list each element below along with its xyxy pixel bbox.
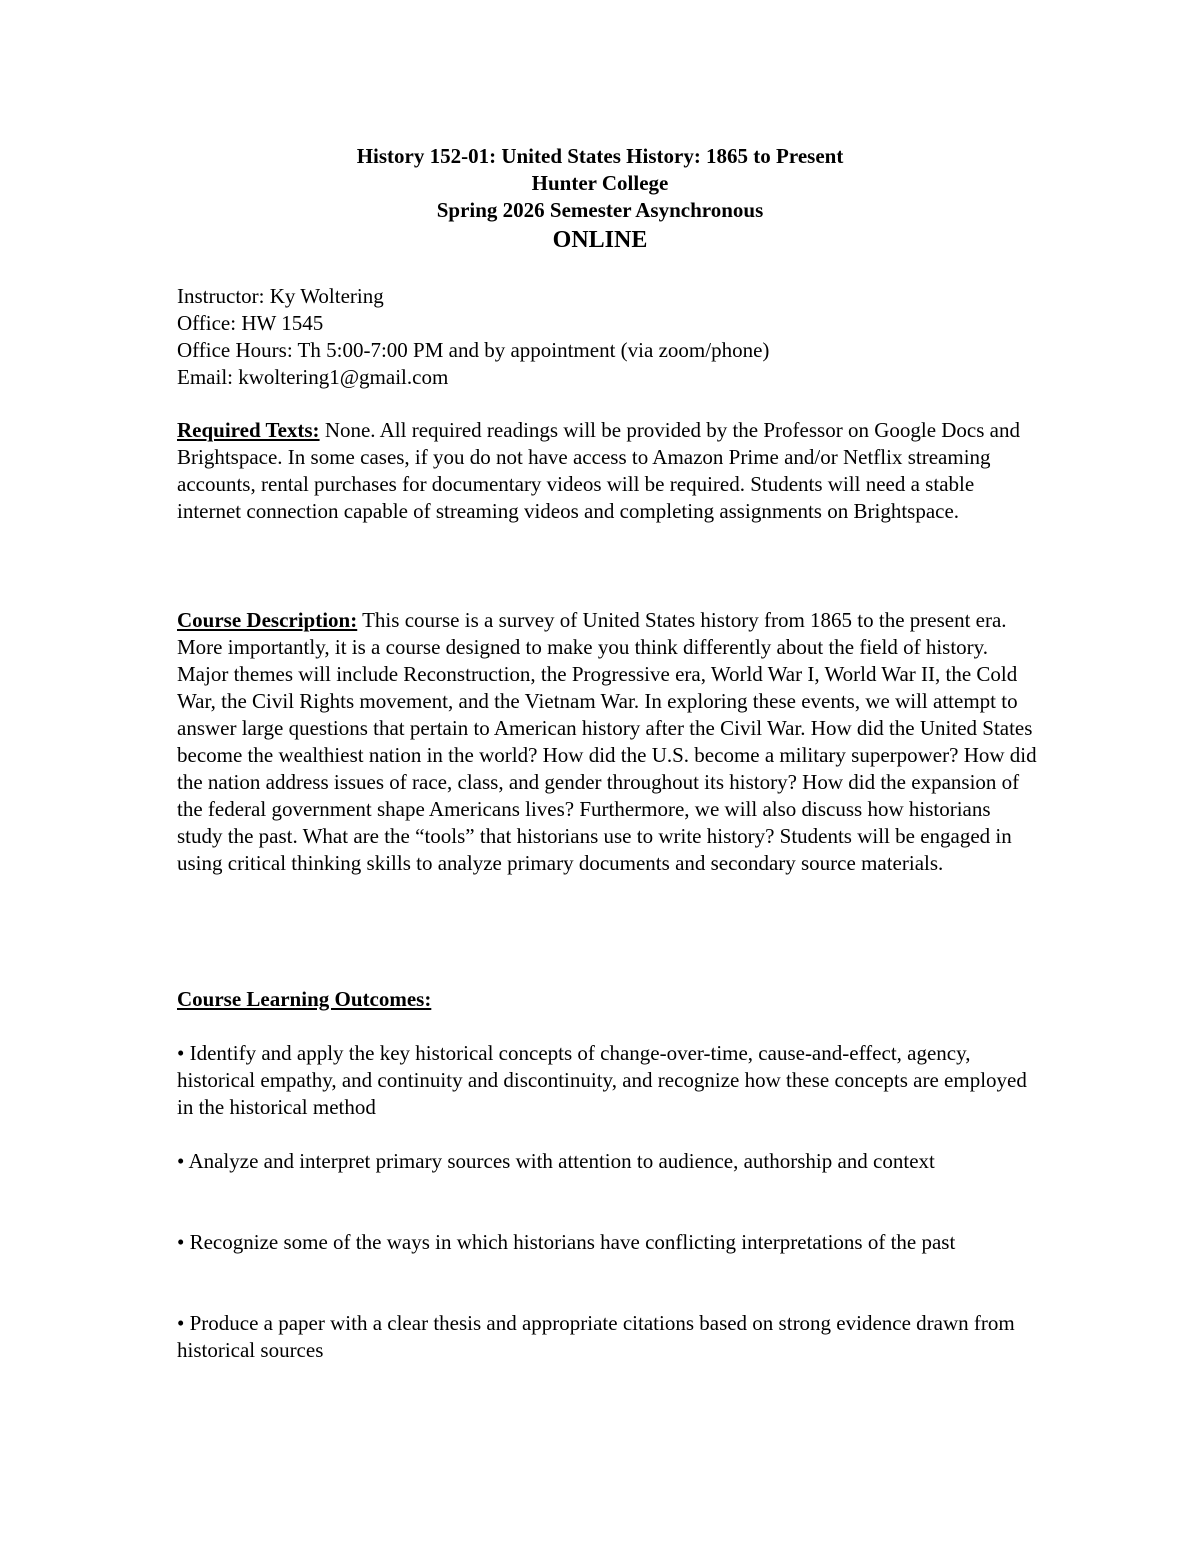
syllabus-header: [0, 143, 1200, 256]
course-description-section: [177, 607, 1037, 877]
required-texts-paragraph: [177, 417, 1037, 525]
required-texts-label: Required Texts:: [177, 418, 320, 442]
learning-outcome-text: • Produce a paper with a clear thesis and appropriate citations based on strong evidence drawn from historical sources: [177, 1311, 1015, 1362]
learning-outcome-item: [177, 1229, 1037, 1256]
learning-outcome-text: • Recognize some of the ways in which historians have conflicting interpretations of the past: [177, 1230, 956, 1254]
learning-outcomes-heading: Course Learning Outcomes:: [177, 987, 432, 1011]
semester-line: Spring 2026 Semester Asynchronous: [436, 198, 764, 222]
course-description-body: This course is a survey of United States history from 1865 to the present era. More importantly, it is a course designed to make you think differently about the field of history. Major themes will include Reconstruction, the Progressive era, World War I, World War II, the Cold War, the Civil Rights movement, and the Vietnam War. In exploring these events, we will attempt to answer large questions that pertain to American history after the Civil War. How did the United States become the wealthiest nation in the world? How did the U.S. become a military superpower? How did the nation address issues of race, class, and gender throughout its history? How did the expansion of the federal government shape Americans lives? Furthermore, we will also discuss how historians study the past. What are the “tools” that historians use to write history? Students will be engaged in using critical thinking skills to analyze primary documents and secondary source materials.: [177, 608, 1037, 875]
learning-outcome-text: • Analyze and interpret primary sources with attention to audience, authorship and context: [177, 1149, 935, 1173]
course-description-label: Course Description:: [177, 608, 358, 632]
instructor-info: [177, 283, 1037, 391]
course-title: History 152-01: United States History: 1865 to Present: [356, 144, 844, 168]
required-texts-body: None. All required readings will be provided by the Professor on Google Docs and Brightspace. In some cases, if you do not have access to Amazon Prime and/or Netflix streaming accounts, rental purchases for documentary videos will be required. Students will need a stable internet connection capable of streaming videos and completing assignments on Brightspace.: [177, 418, 1020, 523]
learning-outcome-text: • Identify and apply the key historical concepts of change-over-time, cause-and-effect, agency, historical empathy, and continuity and discontinuity, and recognize how these concepts are employed in the historical method: [177, 1041, 1027, 1119]
learning-outcomes-paragraph: [177, 986, 1037, 1013]
course-format: ONLINE: [552, 227, 648, 253]
learning-outcomes-heading-block: [177, 986, 1037, 1013]
learning-outcome-item: [177, 1148, 1037, 1175]
course-description-paragraph: [177, 607, 1037, 877]
required-texts-section: [177, 417, 1037, 525]
college-name: Hunter College: [531, 171, 669, 195]
office-line: Office: HW 1545: [177, 311, 324, 335]
learning-outcome-item: [177, 1040, 1037, 1121]
instructor-line: Instructor: Ky Woltering: [177, 284, 384, 308]
learning-outcome-item: [177, 1310, 1037, 1364]
office-hours-line: Office Hours: Th 5:00-7:00 PM and by appointment (via zoom/phone): [177, 338, 770, 362]
email-line: Email: kwoltering1@gmail.com: [177, 365, 449, 389]
